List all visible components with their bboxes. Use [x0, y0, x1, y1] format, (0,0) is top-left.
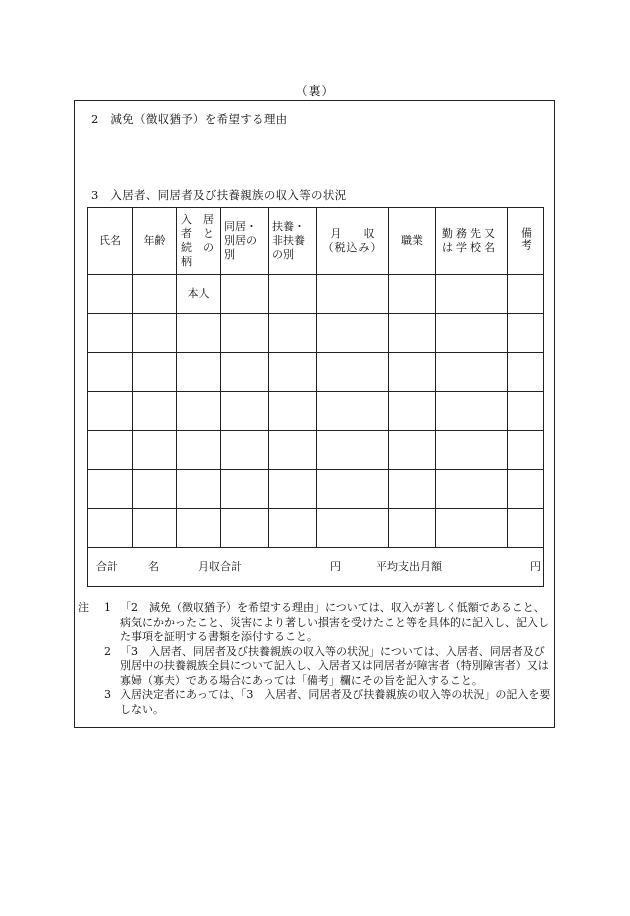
cell[interactable] [269, 314, 317, 353]
note-number: 2 [104, 644, 111, 658]
header-cohabit [221, 208, 269, 275]
note-1 [74, 601, 555, 645]
header-name: 氏名 [88, 208, 133, 275]
cell[interactable] [317, 353, 389, 392]
cell-relation-self: 本人 [177, 275, 221, 314]
cell[interactable] [133, 392, 177, 431]
cell[interactable] [317, 509, 389, 548]
total-cell [88, 548, 544, 587]
cell[interactable] [269, 431, 317, 470]
cell[interactable] [317, 314, 389, 353]
section2-heading: 2 減免（徴収猶予）を希望する理由 [91, 112, 288, 126]
cell[interactable] [436, 431, 508, 470]
page-label: （裏） [295, 84, 335, 98]
table-row [88, 509, 544, 548]
cell[interactable] [221, 392, 269, 431]
header-occupation: 職業 [389, 208, 436, 275]
cell[interactable] [508, 509, 544, 548]
cell[interactable] [269, 509, 317, 548]
cell[interactable] [317, 275, 389, 314]
header-workplace [436, 208, 508, 275]
cell[interactable] [88, 431, 133, 470]
note-text: 入居決定者にあっては、「3 入居者、同居者及び扶養親族の収入等の状況」の記入を要しない。 [120, 688, 551, 716]
cell[interactable] [133, 431, 177, 470]
header-cohabit-text: 同居・別居の別 [224, 220, 257, 261]
note-text: 「3 入居者、同居者及び扶養親族の収入等の状況」については、入居者、同居者及び別居中の扶養親族全員について記入し、入居者又は同居者が障害者（特別障害者）又は寡婦（寡夫）である場合にあっては「備考」欄にその旨を記入すること。 [120, 644, 549, 687]
cell[interactable] [133, 509, 177, 548]
cell[interactable] [269, 470, 317, 509]
cell[interactable] [436, 314, 508, 353]
cell[interactable] [133, 314, 177, 353]
cell[interactable] [389, 470, 436, 509]
persons-unit: 名 [148, 560, 159, 573]
cell[interactable] [177, 353, 221, 392]
cell[interactable] [389, 275, 436, 314]
header-workplace-text: 勤務先又は学校名 [442, 227, 498, 254]
header-relation [177, 208, 221, 275]
header-relation-text: 入 居 者 と 続 の 柄 [181, 213, 216, 268]
cell[interactable] [389, 431, 436, 470]
cell[interactable] [317, 431, 389, 470]
cell[interactable] [317, 392, 389, 431]
header-income-bottom: （税込み） [322, 241, 383, 254]
cell[interactable] [389, 314, 436, 353]
cell[interactable] [221, 470, 269, 509]
cell[interactable] [88, 275, 133, 314]
header-remarks-text: 備考 [519, 227, 533, 251]
cell[interactable] [88, 509, 133, 548]
cell[interactable] [508, 392, 544, 431]
cell[interactable] [133, 470, 177, 509]
total-row [88, 548, 544, 587]
cell[interactable] [133, 353, 177, 392]
note-number: 3 [104, 688, 111, 701]
header-age: 年齢 [133, 208, 177, 275]
cell[interactable] [269, 353, 317, 392]
yen-unit-2: 円 [530, 560, 541, 573]
avg-expense-label: 平均支出月額 [376, 560, 442, 573]
table-header-row [88, 208, 544, 275]
section3-heading: 3 入居者、同居者及び扶養親族の収入等の状況 [91, 188, 347, 202]
table-row [88, 470, 544, 509]
cell[interactable] [317, 470, 389, 509]
note-text: 「2 減免（徴収猶予）を希望する理由」については、収入が著しく低額であること、病気にかかったこと、災害により著しい損害を受けたこと等を具体的に記入し、記入した事項を証明する書類を添付すること。 [120, 601, 549, 643]
header-income-top: 月 収 [330, 227, 375, 240]
cell[interactable] [88, 392, 133, 431]
cell[interactable] [177, 470, 221, 509]
cell[interactable] [221, 509, 269, 548]
cell[interactable] [88, 314, 133, 353]
cell[interactable] [389, 509, 436, 548]
monthly-total-label: 月収合計 [198, 560, 242, 573]
cell[interactable] [508, 275, 544, 314]
note-number: 1 [104, 601, 111, 614]
cell[interactable] [436, 353, 508, 392]
cell[interactable] [508, 470, 544, 509]
header-income [317, 208, 389, 275]
cell[interactable] [436, 392, 508, 431]
note-mark: 注 [78, 601, 89, 614]
cell[interactable] [436, 470, 508, 509]
cell[interactable] [177, 431, 221, 470]
cell[interactable] [389, 353, 436, 392]
cell[interactable] [177, 509, 221, 548]
note-2 [74, 645, 555, 689]
cell[interactable] [436, 275, 508, 314]
cell[interactable] [88, 470, 133, 509]
cell[interactable] [177, 392, 221, 431]
table-row [88, 392, 544, 431]
cell[interactable] [508, 314, 544, 353]
note-3 [74, 688, 555, 717]
header-dependent [269, 208, 317, 275]
table-row [88, 431, 544, 470]
table-row [88, 314, 544, 353]
cell[interactable] [221, 314, 269, 353]
cell[interactable] [508, 431, 544, 470]
header-dependent-text: 扶養・非扶養の別 [272, 220, 305, 261]
table-row [88, 275, 544, 314]
notes-section [74, 601, 555, 717]
cell[interactable] [508, 353, 544, 392]
yen-unit-1: 円 [330, 560, 341, 573]
cell[interactable] [389, 392, 436, 431]
table-row [88, 353, 544, 392]
cell[interactable] [269, 392, 317, 431]
cell[interactable] [221, 353, 269, 392]
cell[interactable] [221, 431, 269, 470]
cell[interactable] [177, 314, 221, 353]
header-remarks [508, 208, 544, 275]
cell[interactable] [221, 275, 269, 314]
cell[interactable] [88, 353, 133, 392]
cell[interactable] [133, 275, 177, 314]
cell[interactable] [436, 509, 508, 548]
cell[interactable] [269, 275, 317, 314]
total-label: 合計 [96, 560, 118, 573]
income-status-table [87, 207, 544, 587]
